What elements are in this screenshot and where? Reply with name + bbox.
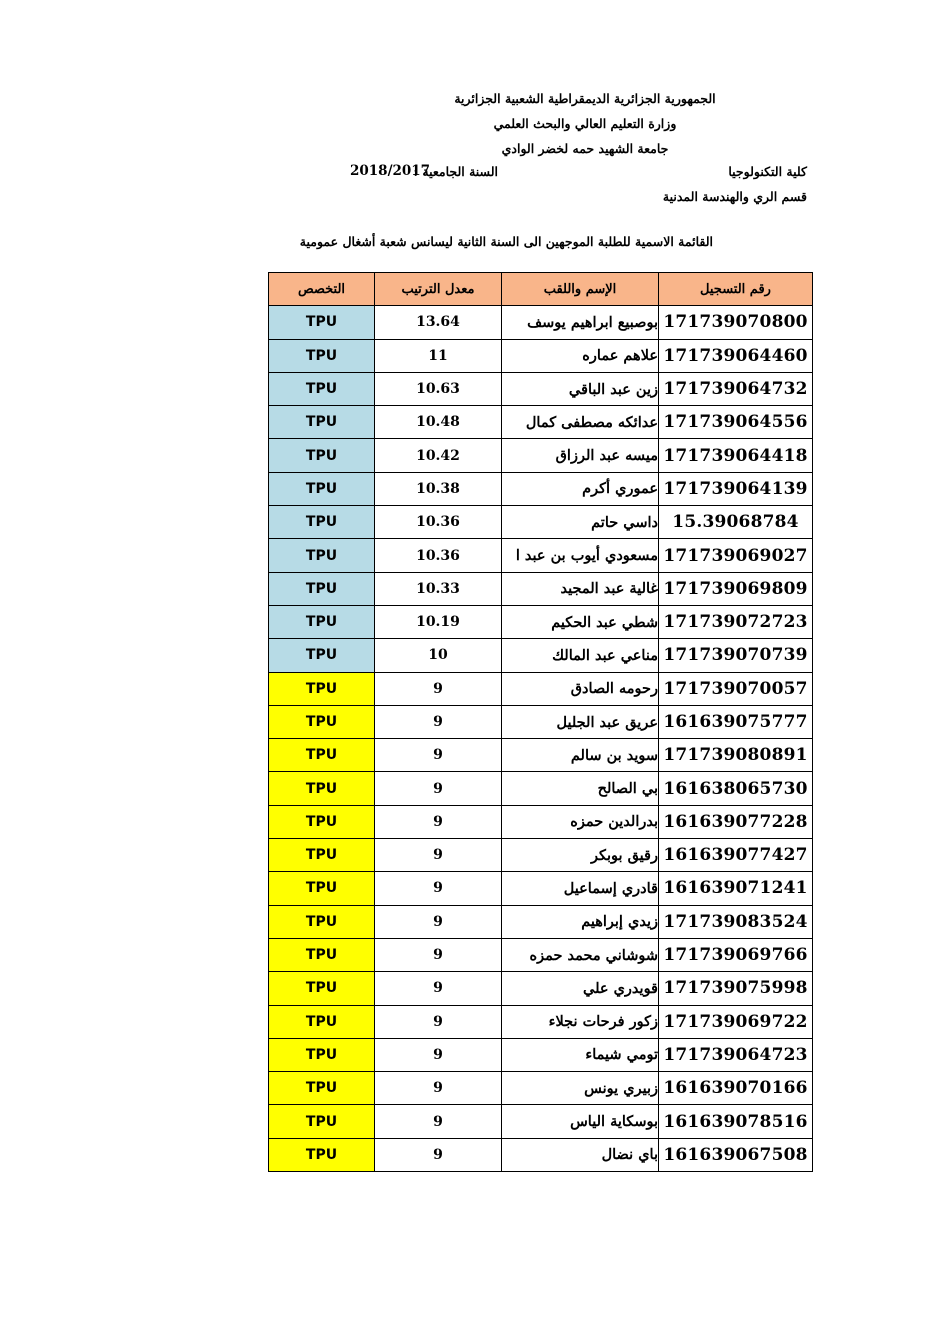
student-name-cell: مناعي عبد المالك bbox=[502, 639, 659, 672]
specialty-cell: TPU bbox=[269, 472, 375, 505]
table-row bbox=[269, 739, 813, 772]
average-cell: 9 bbox=[375, 1072, 502, 1105]
student-name-cell: عموري أكرم bbox=[502, 472, 659, 505]
student-name-cell: داسي حاتم bbox=[502, 506, 659, 539]
col-header-specialty: التخصص bbox=[269, 273, 375, 306]
student-name-cell: مسعودي أيوب بن عبد ا bbox=[502, 539, 659, 572]
student-name-cell: زيدي إبراهيم bbox=[502, 905, 659, 938]
average-cell: 10.38 bbox=[375, 472, 502, 505]
average-cell: 9 bbox=[375, 805, 502, 838]
specialty-cell: TPU bbox=[269, 872, 375, 905]
specialty-cell: TPU bbox=[269, 1038, 375, 1071]
table-row bbox=[269, 605, 813, 638]
specialty-cell: TPU bbox=[269, 572, 375, 605]
registration-number-cell: 171739080891 bbox=[659, 739, 813, 772]
student-name-cell: بوسكاية الياس bbox=[502, 1105, 659, 1138]
student-name-cell: زكور فرحات نجلاء bbox=[502, 1005, 659, 1038]
table-body bbox=[269, 306, 813, 1172]
col-header-average: معدل الترتيب bbox=[375, 273, 502, 306]
table-row bbox=[269, 306, 813, 339]
specialty-cell: TPU bbox=[269, 506, 375, 539]
specialty-cell: TPU bbox=[269, 439, 375, 472]
header-university: جامعة الشهيد حمه لخضر الوادي bbox=[501, 141, 669, 156]
registration-number-cell: 171739064460 bbox=[659, 339, 813, 372]
student-name-cell: قويدري علي bbox=[502, 972, 659, 1005]
table-row bbox=[269, 805, 813, 838]
average-cell: 10.19 bbox=[375, 605, 502, 638]
registration-number-cell: 161639070166 bbox=[659, 1072, 813, 1105]
list-title: القائمة الاسمية للطلبة الموجهين الى السنة الثانية ليسانس شعبة أشغال عمومية bbox=[299, 234, 713, 249]
average-cell: 9 bbox=[375, 872, 502, 905]
student-name-cell: بدرالدين حمزه bbox=[502, 805, 659, 838]
student-name-cell: ميسه عبد الرزاق bbox=[502, 439, 659, 472]
table-row bbox=[269, 672, 813, 705]
average-cell: 9 bbox=[375, 972, 502, 1005]
ministry-header bbox=[420, 86, 750, 161]
table-row bbox=[269, 972, 813, 1005]
specialty-cell: TPU bbox=[269, 306, 375, 339]
registration-number-cell: 171739070739 bbox=[659, 639, 813, 672]
student-name-cell: تومي شيماء bbox=[502, 1038, 659, 1071]
specialty-cell: TPU bbox=[269, 672, 375, 705]
average-cell: 10.63 bbox=[375, 372, 502, 405]
registration-number-cell: 171739064418 bbox=[659, 439, 813, 472]
registration-number-cell: 161638065730 bbox=[659, 772, 813, 805]
average-cell: 10.33 bbox=[375, 572, 502, 605]
registration-number-cell: 171739070057 bbox=[659, 672, 813, 705]
student-name-cell: عدائكه مصطفى كمال bbox=[502, 406, 659, 439]
department-label: قسم الري والهندسة المدنية bbox=[662, 189, 807, 204]
table-row bbox=[269, 572, 813, 605]
specialty-cell: TPU bbox=[269, 905, 375, 938]
table-row bbox=[269, 1105, 813, 1138]
average-cell: 9 bbox=[375, 1105, 502, 1138]
student-name-cell: رقيق بوبكر bbox=[502, 839, 659, 872]
specialty-cell: TPU bbox=[269, 406, 375, 439]
registration-number-cell: 171739069809 bbox=[659, 572, 813, 605]
average-cell: 10 bbox=[375, 639, 502, 672]
student-name-cell: عريق عبد الجليل bbox=[502, 705, 659, 738]
table-row bbox=[269, 372, 813, 405]
registration-number-cell: 171739075998 bbox=[659, 972, 813, 1005]
specialty-cell: TPU bbox=[269, 639, 375, 672]
average-cell: 9 bbox=[375, 705, 502, 738]
registration-number-cell: 171739064723 bbox=[659, 1038, 813, 1071]
specialty-cell: TPU bbox=[269, 938, 375, 971]
table-row bbox=[269, 905, 813, 938]
table-row bbox=[269, 1072, 813, 1105]
registration-number-cell: 171739064556 bbox=[659, 406, 813, 439]
specialty-cell: TPU bbox=[269, 739, 375, 772]
table-row bbox=[269, 539, 813, 572]
registration-number-cell: 171739069722 bbox=[659, 1005, 813, 1038]
specialty-cell: TPU bbox=[269, 772, 375, 805]
table-row bbox=[269, 506, 813, 539]
registration-number-cell: 161639077427 bbox=[659, 839, 813, 872]
average-cell: 9 bbox=[375, 1005, 502, 1038]
student-name-cell: شوشاني محمد حمزه bbox=[502, 938, 659, 971]
table-row bbox=[269, 705, 813, 738]
student-name-cell: شطي عبد الحكيم bbox=[502, 605, 659, 638]
average-cell: 9 bbox=[375, 1038, 502, 1071]
average-cell: 9 bbox=[375, 672, 502, 705]
specialty-cell: TPU bbox=[269, 1072, 375, 1105]
year-value: 2018/2017 bbox=[350, 163, 431, 179]
specialty-cell: TPU bbox=[269, 805, 375, 838]
student-name-cell: بوصبيع ابراهيم يوسف bbox=[502, 306, 659, 339]
specialty-cell: TPU bbox=[269, 339, 375, 372]
student-name-cell: غالية عبد المجيد bbox=[502, 572, 659, 605]
specialty-cell: TPU bbox=[269, 539, 375, 572]
student-name-cell: باي نضال bbox=[502, 1138, 659, 1171]
registration-number-cell: 171739069766 bbox=[659, 938, 813, 971]
student-name-cell: علاهم عماره bbox=[502, 339, 659, 372]
registration-number-cell: 171739072723 bbox=[659, 605, 813, 638]
col-header-name: الإسم واللقب bbox=[502, 273, 659, 306]
average-cell: 9 bbox=[375, 938, 502, 971]
registration-number-cell: 161639075777 bbox=[659, 705, 813, 738]
header-country: الجمهورية الجزائرية الديمقراطية الشعبية الجزائرية bbox=[454, 91, 716, 106]
average-cell: 9 bbox=[375, 905, 502, 938]
table-row bbox=[269, 1005, 813, 1038]
registration-number-cell: 161639067508 bbox=[659, 1138, 813, 1171]
table-row bbox=[269, 439, 813, 472]
average-cell: 9 bbox=[375, 739, 502, 772]
specialty-cell: TPU bbox=[269, 1005, 375, 1038]
average-cell: 10.36 bbox=[375, 539, 502, 572]
table-row bbox=[269, 1038, 813, 1071]
table-row bbox=[269, 772, 813, 805]
registration-number-cell: 161639071241 bbox=[659, 872, 813, 905]
table-row bbox=[269, 872, 813, 905]
student-name-cell: زين عبد الباقي bbox=[502, 372, 659, 405]
student-name-cell: بي الصالح bbox=[502, 772, 659, 805]
average-cell: 10.36 bbox=[375, 506, 502, 539]
registration-number-cell: 161639077228 bbox=[659, 805, 813, 838]
specialty-cell: TPU bbox=[269, 972, 375, 1005]
student-name-cell: قادري إسماعيل bbox=[502, 872, 659, 905]
registration-number-cell: 171739083524 bbox=[659, 905, 813, 938]
table-row bbox=[269, 839, 813, 872]
table-row bbox=[269, 339, 813, 372]
average-cell: 9 bbox=[375, 772, 502, 805]
faculty-label: كلية التكنولوجيا bbox=[728, 164, 807, 179]
average-cell: 11 bbox=[375, 339, 502, 372]
average-cell: 10.42 bbox=[375, 439, 502, 472]
students-table bbox=[268, 272, 813, 1172]
year-label: السنة الجامعية : bbox=[413, 164, 498, 179]
average-cell: 10.48 bbox=[375, 406, 502, 439]
registration-number-cell: 171739070800 bbox=[659, 306, 813, 339]
registration-number-cell: 171739069027 bbox=[659, 539, 813, 572]
header-ministry: وزارة التعليم العالي والبحث العلمي bbox=[493, 116, 677, 131]
student-name-cell: زبيري يونس bbox=[502, 1072, 659, 1105]
table-row bbox=[269, 472, 813, 505]
specialty-cell: TPU bbox=[269, 705, 375, 738]
specialty-cell: TPU bbox=[269, 605, 375, 638]
table-row bbox=[269, 938, 813, 971]
registration-number-cell: 171739064732 bbox=[659, 372, 813, 405]
specialty-cell: TPU bbox=[269, 1138, 375, 1171]
student-name-cell: رحومه الصادق bbox=[502, 672, 659, 705]
registration-number-cell: 15.39068784 bbox=[659, 506, 813, 539]
col-header-registration: رقم التسجيل bbox=[659, 273, 813, 306]
registration-number-cell: 161639078516 bbox=[659, 1105, 813, 1138]
table-row bbox=[269, 1138, 813, 1171]
average-cell: 9 bbox=[375, 839, 502, 872]
average-cell: 13.64 bbox=[375, 306, 502, 339]
specialty-cell: TPU bbox=[269, 839, 375, 872]
average-cell: 9 bbox=[375, 1138, 502, 1171]
table-row bbox=[269, 639, 813, 672]
specialty-cell: TPU bbox=[269, 1105, 375, 1138]
table-header-row bbox=[269, 273, 813, 306]
table-row bbox=[269, 406, 813, 439]
specialty-cell: TPU bbox=[269, 372, 375, 405]
student-name-cell: سويد بن سالم bbox=[502, 739, 659, 772]
registration-number-cell: 171739064139 bbox=[659, 472, 813, 505]
